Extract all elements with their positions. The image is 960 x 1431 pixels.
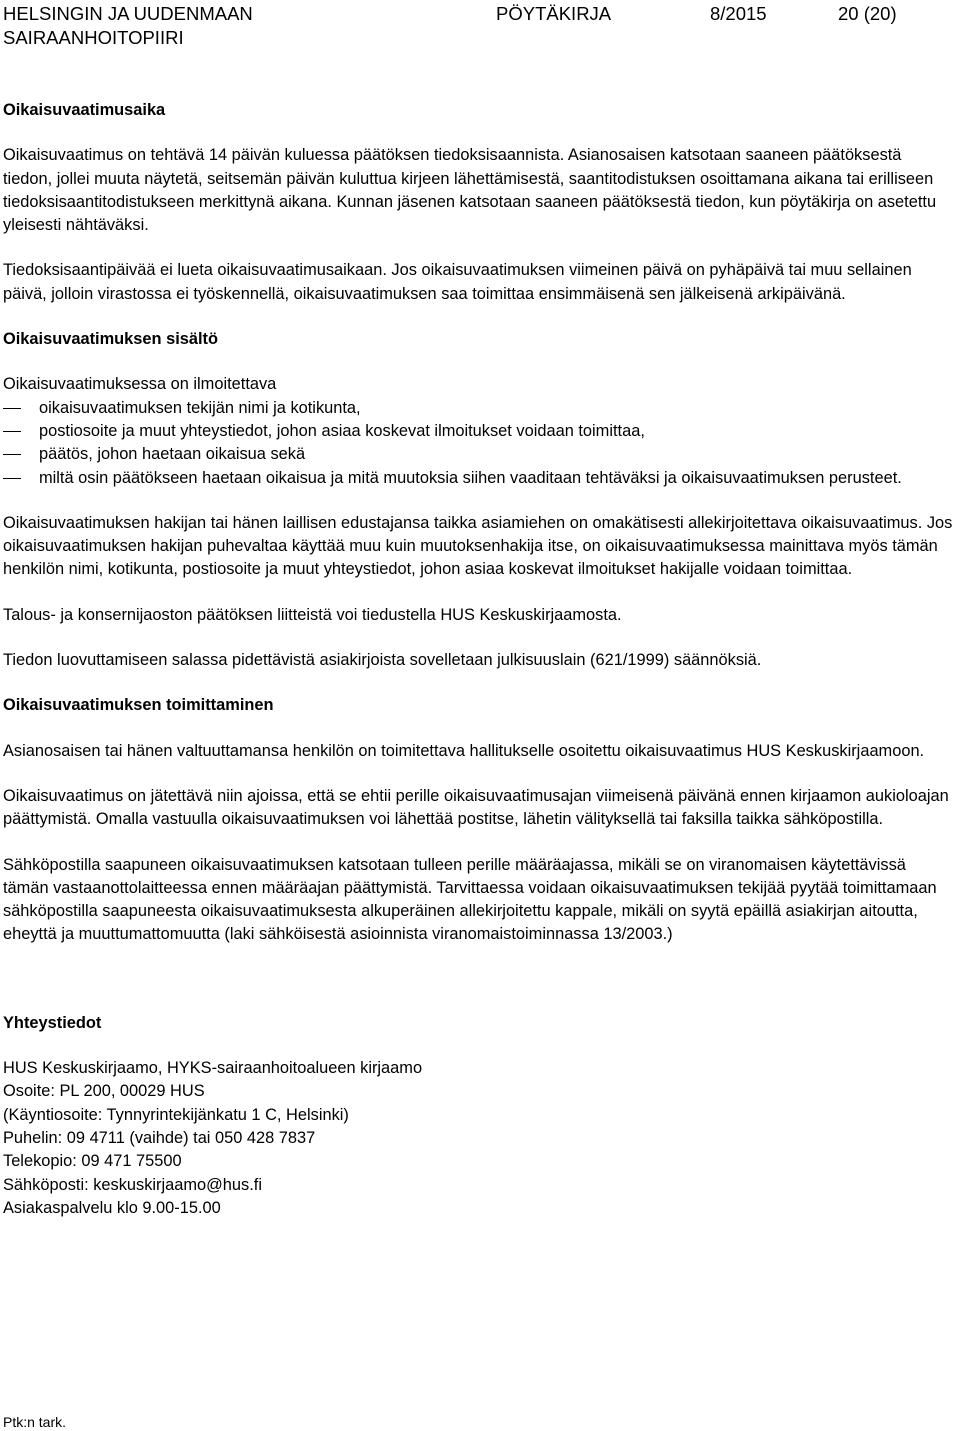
paragraph: Asianosaisen tai hänen valtuuttamansa henkilön on toimitettava hallitukselle osoitettu oikaisuvaatimus HUS Keskuskirjaamoon. <box>3 741 925 760</box>
paragraph: Talous- ja konsernijaoston päätöksen liitteistä voi tiedustella HUS Keskuskirjaamosta. <box>3 605 622 624</box>
contact-line: Osoite: PL 200, 00029 HUS <box>3 1082 205 1101</box>
section-heading-appeal-period: Oikaisuvaatimusaika <box>3 101 166 119</box>
paragraph: Sähköpostilla saapuneen oikaisuvaatimuksen katsotaan tulleen perille määräajassa, mikäli se on viranomaisen käytettävissä tämän vastaanottolaitteessa ennen määräajan päättymistä. Tarvittaessa voidaan oikaisuvaatimuksen tekijää pyytää toimittamaan sähköpostilla saapuneesta oikaisuvaatimuksesta alkuperäinen allekirjoitettu kappale, mikäli on syytä epäillä asiakirjan aitoutta, eheyttä ja muuttumattomuutta (laki sähköisestä asioinnista viranomaistoiminnassa 13/2003.) <box>3 855 937 944</box>
paragraph: Tiedon luovuttamiseen salassa pidettävistä asiakirjoista sovelletaan julkisuuslain (621/1999) säännöksiä. <box>3 651 762 670</box>
document-number: 8/2015 <box>710 3 767 24</box>
section-heading-contact: Yhteystiedot <box>3 1013 102 1032</box>
list-intro: Oikaisuvaatimuksessa on ilmoitettava <box>3 375 277 394</box>
page-number: 20 (20) <box>838 3 897 24</box>
list-item: oikaisuvaatimuksen tekijän nimi ja kotikunta, <box>3 397 953 420</box>
contact-line: Sähköposti: keskuskirjaamo@hus.fi <box>3 1175 262 1194</box>
list-item: päätös, johon haetaan oikaisua sekä <box>3 443 953 466</box>
section-heading-appeal-delivery: Oikaisuvaatimuksen toimittaminen <box>3 696 274 715</box>
paragraph: Oikaisuvaatimus on jätettävä niin ajoissa, että se ehtii perille oikaisuvaatimusajan viimeisenä päivänä ennen kirjaamon aukioloajan päättymistä. Omalla vastuulla oikaisuvaatimuksen voi lähettää postitse, lähetin välityksellä tai faksilla taikka sähköpostilla. <box>3 786 949 829</box>
contact-line: Puhelin: 09 4711 (vaihde) tai 050 428 7837 <box>3 1128 316 1147</box>
contact-line: Telekopio: 09 471 75500 <box>3 1152 182 1171</box>
document-body <box>3 99 953 1220</box>
paragraph: Oikaisuvaatimus on tehtävä 14 päivän kuluessa päätöksen tiedoksisaannista. Asianosaisen katsotaan saaneen päätöksestä tiedon, jollei muuta näytetä, seitsemän päivän kuluttua kirjeen lähettämisestä, saantitodistuksen osoittamana aikana tai erilliseen tiedoksisaantitodistukseen merkittynä aikana. Kunnan jäsenen katsotaan saaneen päätöksestä tiedon, kun pöytäkirja on asetettu yleisesti nähtäväksi. <box>3 146 937 235</box>
organization-name-line2: SAIRAANHOITOPIIRI <box>3 27 184 48</box>
paragraph: Oikaisuvaatimuksen hakijan tai hänen laillisen edustajansa taikka asiamiehen on omakätisesti allekirjoitettava oikaisuvaatimus. Jos oikaisuvaatimuksen hakijan puhevaltaa käyttää muu kuin muutoksenhakija itse, on oikaisuvaatimuksessa mainittava myös tämän henkilön nimi, kotikunta, postiosoite ja muut yhteystiedot, johon asiaa koskevat ilmoitukset hakijalle voidaan toimittaa. <box>3 513 953 579</box>
contact-line: HUS Keskuskirjaamo, HYKS-sairaanhoitoalueen kirjaamo <box>3 1059 423 1078</box>
document-type: PÖYTÄKIRJA <box>496 3 612 24</box>
contact-details <box>3 1057 953 1220</box>
requirements-list <box>3 397 953 490</box>
organization-name-line1: HELSINGIN JA UUDENMAAN <box>3 3 253 24</box>
list-item: miltä osin päätökseen haetaan oikaisua ja mitä muutoksia siihen vaaditaan tehtäväksi ja oikaisuvaatimuksen perusteet. <box>3 467 953 490</box>
contact-line: (Käyntiosoite: Tynnyrintekijänkatu 1 C, Helsinki) <box>3 1105 349 1124</box>
contact-line: Asiakaspalvelu klo 9.00-15.00 <box>3 1198 221 1217</box>
section-heading-appeal-content: Oikaisuvaatimuksen sisältö <box>3 330 218 349</box>
paragraph: Tiedoksisaantipäivää ei lueta oikaisuvaatimusaikaan. Jos oikaisuvaatimuksen viimeinen päivä on pyhäpäivä tai muu sellainen päivä, jolloin virastossa ei työskennellä, oikaisuvaatimuksen saa toimittaa ensimmäisenä sen jälkeisenä arkipäivänä. <box>3 261 912 303</box>
footer-reviewer-note: Ptk:n tark. <box>3 1414 67 1430</box>
list-item: postiosoite ja muut yhteystiedot, johon asiaa koskevat ilmoitukset voidaan toimittaa, <box>3 420 953 443</box>
